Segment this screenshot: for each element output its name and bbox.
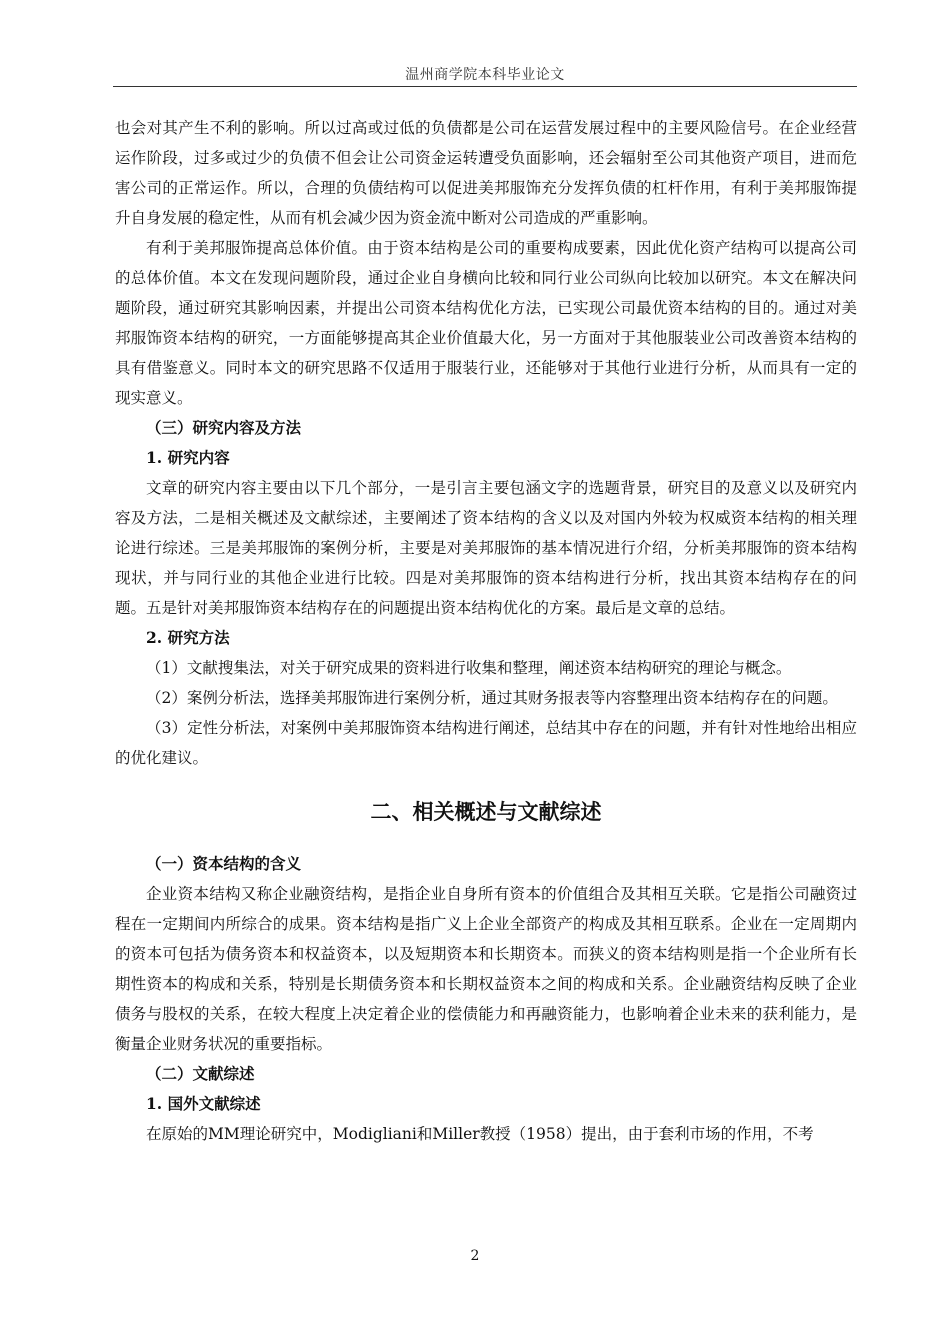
page-number: 2 xyxy=(470,1248,480,1264)
paragraph: 文章的研究内容主要由以下几个部分，一是引言主要包涵文字的选题背景，研究目的及意义以及研究内容及方法，二是相关概述及文献综述，主要阐述了资本结构的含义以及对国内外较为权威资本结构的相关理论进行综述。三是美邦服饰的案例分析，主要是对美邦服饰的基本情况进行介绍，分析美邦服饰的资本结构现状，并与同行业的其他企业进行比较。四是对美邦服饰的资本结构进行分析，找出其资本结构存在的问题。五是针对美邦服饰资本结构存在的问题提出资本结构优化的方案。最后是文章的总结。 xyxy=(115,479,857,617)
subsection-heading: 1. 国外文献综述 xyxy=(146,1094,261,1113)
chapter-title: 二、相关概述与文献综述 xyxy=(370,799,602,824)
paragraph: 也会对其产生不利的影响。所以过高或过低的负债都是公司在运营发展过程中的主要风险信号。在企业经营运作阶段，过多或过少的负债不但会让公司资金运转遭受负面影响，还会辐射至公司其他资产项目，进而危害公司的正常运作。所以，合理的负债结构可以促进美邦服饰充分发挥负债的杠杆作用，有利于美邦服饰提升自身发展的稳定性，从而有机会减少因为资金流中断对公司造成的严重影响。 xyxy=(115,119,857,227)
paragraph: 有利于美邦服饰提高总体价值。由于资本结构是公司的重要构成要素，因此优化资产结构可以提高公司的总体价值。本文在发现问题阶段，通过企业自身横向比较和同行业公司纵向比较加以研究。本文在解决问题阶段，通过研究其影响因素，并提出公司资本结构优化方法，已实现公司最优资本结构的目的。通过对美邦服饰资本结构的研究，一方面能够提高其企业价值最大化，另一方面对于其他服装业公司改善资本结构的具有借鉴意义。同时本文的研究思路不仅适用于服装行业，还能够对于其他行业进行分析，从而具有一定的现实意义。 xyxy=(115,239,857,407)
paragraph: 在原始的MM理论研究中，Modigliani和Miller教授（1958）提出，由于套利市场的作用，不考 xyxy=(146,1125,814,1143)
page-header: 温州商学院本科毕业论文 xyxy=(405,67,565,83)
subsection-heading: 2. 研究方法 xyxy=(146,628,230,647)
header-divider xyxy=(113,86,857,87)
section-heading: （二）文献综述 xyxy=(146,1064,255,1083)
page-body xyxy=(115,113,857,1149)
method-item: （1）文献搜集法，对关于研究成果的资料进行收集和整理，阐述资本结构研究的理论与概念。 xyxy=(146,659,792,677)
method-item: （3）定性分析法，对案例中美邦服饰资本结构进行阐述，总结其中存在的问题，并有针对性地给出相应的优化建议。 xyxy=(115,719,857,767)
paragraph: 企业资本结构又称企业融资结构，是指企业自身所有资本的价值组合及其相互关联。它是指公司融资过程在一定期间内所综合的成果。资本结构是指广义上企业全部资产的构成及其相互联系。企业在一定周期内的资本可包括为债务资本和权益资本，以及短期资本和长期资本。而狭义的资本结构则是指一个企业所有长期性资本的构成和关系，特别是长期债务资本和长期权益资本之间的构成和关系。企业融资结构反映了企业债务与股权的关系，在较大程度上决定着企业的偿债能力和再融资能力，也影响着企业未来的获利能力，是衡量企业财务状况的重要指标。 xyxy=(115,885,857,1053)
section-heading: （一）资本结构的含义 xyxy=(146,854,302,873)
method-item: （2）案例分析法，选择美邦服饰进行案例分析，通过其财务报表等内容整理出资本结构存在的问题。 xyxy=(146,689,838,707)
subsection-heading: 1. 研究内容 xyxy=(146,448,230,467)
section-heading: （三）研究内容及方法 xyxy=(146,418,302,437)
